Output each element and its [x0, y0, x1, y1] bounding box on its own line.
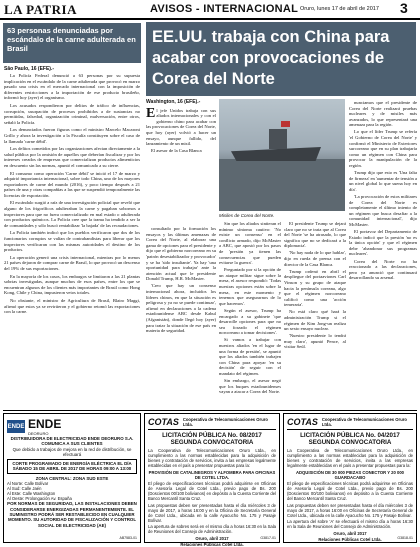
- tender-object: PROVISIÓN DE CATALINEGROS Y ALFOMBRA PARA OFICINAS DE COTEL LTDA.: [148, 469, 276, 480]
- photo-caption: Misiles de Corea del Norte.: [219, 213, 275, 218]
- paragraph: El escándalo surgió a raíz de una investigación policial que reveló que alguno de los frigoríficos adulteraban la carne y pagaban sobornos a inspectores para que no fuera comercializado en mal estado o adulterada con productos químicos. La Policía cree que la trama ha tendido a ser la de comunidades y sólo buscó rentabilizar 'la bajada' de las recaudaciones.: [4, 200, 140, 228]
- paragraph: 'La provocación de estos militares de Corea del Norte es completamente el último intento de un régimen que busca desafiar a la comunidad internacional', dijo McMaster.: [349, 194, 417, 227]
- section-title: AVISOS - INTERNACIONAL: [150, 3, 299, 15]
- paragraph: 'Creo que hay un consenso internacional ahora, incluidos los líderes chinos, en que la situación es peligrosa y ya no se puede continuar', afirmó en declaraciones a la cadena estadounidense ABC desde Kabul (Afganistán), donde llegó hoy (ayer) para tratar la situación de ese país en materia de seguridad.: [146, 283, 216, 334]
- paragraph: El pliego de especificaciones técnicas podrá adquirirse en Oficinas de Asesoría Legal de Cotel Ltda., previo pago de Bs. 200 (Doscientos 00/100 bolivianos) en depósito a la Cuenta Corriente del Banco Mercantil Santa Cruz.: [148, 481, 276, 501]
- list-item: Al Este: Calle Washington: [7, 491, 56, 497]
- main-story-column-2: [219, 221, 281, 408]
- coop-header: [287, 417, 413, 430]
- page-header: [0, 0, 420, 20]
- paragraph: La Policía Federal denunció a 63 personas por su supuesta implicación en el escándalo de la carne adulterada que provocó en marzo pasado una crisis en el mercado internacional con la imposición de diferentes restricciones a la importación de ese producto brasileño, informó hoy (ayer) el organismo.: [4, 73, 140, 101]
- tender-body: [148, 448, 276, 547]
- ship-hull: [231, 147, 321, 161]
- ad-code: G3818-01: [397, 536, 413, 540]
- ende-logo: [7, 417, 137, 436]
- paragraph: El asesor de la Casa Blanca: [151, 148, 202, 154]
- coop-logo: COTAS: [287, 417, 318, 427]
- ende-notice-title: COMUNICA A SUS CLIENTES: [41, 441, 103, 447]
- section-divider: [3, 410, 417, 411]
- paragraph: El presidente Trump se dejará claro que no se trata que al Corea del Norte 'se ha atrasado, lo que significa que no se dedicará a la diplomacia'.: [284, 221, 346, 249]
- paragraph: Lo que el líder Trump se refería 'el Gobierno de Corea del Norte' y confirmó el Ministerio de Exteriores surcoreano que en su plan trabajaría como un régimen con China para provocar la manipulación de la región.: [349, 129, 417, 169]
- ad-code: AB7583-01: [119, 536, 137, 540]
- ende-company: DISTRIBUIDORA DE ELECTRICIDAD ENDE DEORURO S.A.: [10, 436, 134, 441]
- tender-signer: Relaciones Públicas Cotel Ltda.: [318, 537, 382, 542]
- page-dateline: Oruro, lunes 17 de abril de 2017: [300, 6, 379, 12]
- tender-title: LICITACIÓN PÚBLICA No. 04/2017 SEGUNDA CONVOCATORIA: [300, 432, 400, 446]
- paragraph: Los delitos cometidos por las organizaciones afectan directamente a la salud pública por la omisión de aquellos que deberían fiscalizar y por los intereses creados de empresas que comercializan productos alimenticios en descuento sin las normas, apuntó el comunicado a su cierre.: [4, 146, 140, 168]
- main-story-column-1-continued: [146, 226, 216, 408]
- main-story-headline: EE.UU. trabaja con China para acabar con provocaciones de Corea del Norte: [146, 22, 416, 96]
- paragraph: consultado por la formación los ensayos y las últimas amenazas de Corea del Norte, al elaborar una gama de opciones para el presidente y dijo que el gobierno norcoreano en su 'patrón desestabilizador y provocador' y se ha 'sido insultante'. Ya hay 'una oportunidad para trabajar' ante la atención actual que le presidente Donald Trump, H.R. McMaster.: [146, 226, 216, 282]
- main-story-column-4: [349, 100, 417, 408]
- ende-notice-ad: [3, 413, 141, 543]
- tender-title: LICITACIÓN PÚBLICA No. 08/2017 SEGUNDA CONVOCATORIA: [162, 432, 262, 446]
- paragraph: Sin que los aliados sintieran el mínimo síntoma cautivo: 'No existe un consenso' en el conflicto armado, dijo McMaster a ABC, que apostó por los pasos de 'presión ya tienen las consecuencias que pueden evitarse la guerra'.: [219, 221, 281, 266]
- paragraph: Corea del Norte no ha reaccionado a las declaraciones, pero ya anunció que continuará desarrollando su arsenal.: [349, 258, 417, 281]
- coop-name: Cooperativa de Telecomunicaciones Oruro Ltda.: [182, 417, 268, 427]
- paragraph: Si vamos a trabajar con nuestros aliados 'en el lugar de una forma de presión', se apuntó que los aliados también trabajen con China para apoyar 'en su decisión' de seguir con el mandato del régimen.: [219, 337, 281, 376]
- main-story-dateline: Washington, 16 (EFE).-: [146, 99, 201, 105]
- paragraph: El pliego de especificaciones técnicas podrá adquirirse en Oficinas de Asesoría Legal de Cotel Ltda., previo pago de Bs. 200 (Doscientos 00/100 bolivianos) en depósito a la Cuenta Corriente del Banco Mercantil Santa Cruz.: [287, 481, 413, 501]
- paragraph: Las propuestas deben ser presentadas hasta el día miércoles 3 de mayo de 2017, a horas 16:00 en Oficinas de Secretaría General de Cotel Ltda., ubicada en la calle Ayacucho No. 175 y Pasaje Bolívar.: [287, 502, 413, 518]
- paragraph: Sin embargo, el asesor negó que los buques estadounidenses vayan a atacar a Corea del Norte.: [219, 378, 281, 395]
- warship-photo: [219, 99, 345, 211]
- paragraph: Las propuestas deben ser presentadas hasta el día miércoles 3 de mayo de 2017, a horas 16:00 y en la Oficina de Secretaría General de Cotel Ltda., ubicada en la calle Ayacucho No. 175 y Pasaje Bolívar.: [148, 502, 276, 523]
- main-story-column-3: [284, 221, 346, 408]
- paragraph: Trump dijo que esto es 'Una falta de firmeza' en 'aumentar de tensión a un nivel global lo que suena hoy en día'.: [349, 170, 417, 192]
- paragraph: Los denunciados fueron figuras como el ministro Marcelo Macaroni Grillo y ahora la investigación a la Fiscalía constituyen sobre el caso de la llamada 'carne débil'.: [4, 127, 140, 144]
- list-item: Al Norte: Calle Bolívar: [7, 481, 49, 487]
- paragraph: La Cooperativa de Telecomunicaciones Oruro Ltda., en cumplimiento a las normas establecidas para la adquisición de bienes y contratación de servicios, invita a las empresas legalmente establecidas en el país a presentar propuestas para la:: [287, 448, 413, 468]
- coop-header: [148, 417, 276, 430]
- drop-cap: E: [146, 105, 156, 121]
- ende-footer: POR NORMAS DE SEGURIDAD, LAS INSTALACIONES DEBEN CONSIDERARSE ENERGIZADAS PERMANENTEMENTE. EL SUMINISTRO PODRÁ SER RESTABLECIDO EN CUALQUIER MOMENTO. SU AUTORIDAD DE FISCALIZACIÓN Y CONTROL SOCIAL DE ELECTRICIDAD (AE): [7, 501, 137, 528]
- ende-zone: ZONA CENTRAL: ZONA SUD ESTE: [35, 475, 109, 481]
- tender-signoff: Oruro, abril 2017: [333, 530, 367, 536]
- paragraph: Los acusados respondieron por delitos de tráfico de influencias, corrupción, usurpación de procesos prohibidos a de sustancias no permitidas, falsedad, organización criminal, malversación, entre otros, señaló la Policía.: [4, 102, 140, 125]
- main-story-column-1: [146, 100, 216, 226]
- tender-object: ADQUISICIÓN DE 30 000 PIEZAS CONECTOR Y 20 000 GUARDACABO: [296, 469, 404, 480]
- newspaper-logo: LA PATRIA: [4, 2, 77, 17]
- paragraph: No está claro qué hará la administración Trump si el régimen de Kim Jong-un realiza un sexto ensayo nuclear.: [284, 309, 346, 332]
- flag: [281, 121, 290, 127]
- list-item: Al Sud: Calle Jaén: [7, 486, 42, 492]
- ende-outage-box: CORTE PROGRAMADO DE ENERGÍA ELÉCTRICA EL DÍA SÁBADO 15 DE ABRIL DE 2017 DE HORAS 09:00 A 13:00: [7, 459, 137, 474]
- paragraph: Según el asesor, Trump ha encargado a su gabinete 'que desarrolle opciones para que no sea forzado el régimen norcoreano a tomar decisiones'.: [219, 307, 281, 336]
- ende-subtitle: DEORURO: [28, 431, 49, 436]
- coop-name: Cooperativa de Telecomunicaciones Oruro Ltda.: [321, 417, 407, 427]
- paragraph: La apertura del sobre 'A' se efectuará el mismo día a horas 16:30 en la Sala de Reuniones del Consejo de Administración.: [287, 519, 413, 529]
- paragraph: 'Nuestro presidente lo tendrá muy claro', apuntó Pence, al visitar Seúl.: [284, 333, 346, 350]
- paragraph: En la mayoría de los casos, los embargos se limitaron a las 21 plantas sobrias investigadas, aunque muchos de esos países, entre los que se encuentran algunos de los clientes más importantes de Brasil como Hong Kong, Chile y China, impusieron vetos totales.: [4, 273, 140, 296]
- paragraph: La Policía también indicó que los pueblos verificaron que dos de los funcionarios corruptos se valían de contrabandistas para liberar que los inspectores verificaran con las mismas autoridades el destino de los productos.: [4, 230, 140, 253]
- left-story-headline: 63 personas denunciadas por escándalo de la carne adulterada en Brasil: [3, 23, 141, 63]
- tender-notice-08-ad: [144, 413, 280, 547]
- paragraph: La Cooperativa de Telecomunicaciones Oruro Ltda., en cumplimiento a las normas establecidas para la adquisición de bienes y contratación de servicios, invita a las empresas legalmente establecidas en el país a presentar propuestas para la:: [148, 448, 276, 468]
- tender-notice-04-ad: [283, 413, 417, 543]
- tender-signoff: Oruro, abril 2017: [195, 535, 229, 541]
- paragraph: nunciamos que el presidente de Corea del Norte realizará pruebas nucleares y de misiles más avanzados, lo que representará una amenaza para la región.: [349, 100, 417, 128]
- tender-body: [287, 448, 413, 542]
- ende-logo-mark: ENDE: [7, 420, 25, 433]
- paragraph: l jefe Unidos trabaja con sus aliados internacionales y con el gobierno chino para acabar con las provocaciones de Corea del Norte, que hoy (ayer) volvió a hacer un ensayo, aunque fallido, del lanzamiento de un misil.: [146, 107, 216, 147]
- ship-tower: [269, 129, 287, 149]
- coop-logo: COTAS: [148, 417, 179, 427]
- ende-name: ENDE: [28, 417, 62, 431]
- paragraph: Preguntado por si la opción de un ataque militar sigue sobre la mesa, el asesor respondió: 'Todas nuestras opciones están sobre la mesa, en este momento y tenemos que asegurarnos de lo que hacemos'.: [219, 267, 281, 306]
- tender-signer: Relaciones Públicas Cotel Ltda.: [180, 542, 244, 547]
- left-story-body: [4, 73, 140, 408]
- paragraph: El portavoz del Departamento de Estado indicó que la presión 'no es la única opción' y que el régimen debe 'abandonar sus programas nucleares'.: [349, 229, 417, 257]
- paragraph: Trump ordenó en abril el despliegue del portaaviones Carl Vinson y su grupo de ataque hacia la península coreana, algo que el régimen norcoreano calificó como una 'acción temeraria'.: [284, 268, 346, 308]
- left-story-dateline: São Paulo, 16 (EFE).-: [4, 66, 55, 72]
- sea-surface: [219, 159, 345, 211]
- ende-intro: Que debido a trabajos de mejora en la red de distribución, se efectuará: [12, 446, 132, 457]
- paragraph: La apertura de sobres será en el mismo día a horas 16:30 en la Sala de Reuniones del Consejo de Administración.: [148, 524, 276, 534]
- ad-code: G3817-01: [260, 536, 276, 540]
- paragraph: 'No hay nada de lo que hablar', dijo en rueda de prensa con el director de la Casa Blanca.: [284, 250, 346, 267]
- paragraph: El consumo como operación 'Carne débil' se inició el 17 de marzo y adquirió importancia internacional, sobre todo China, uno de los mayores exportadores de carne del mundo (2016), y poco tiempo después a 21 países de una y otras compañías a las que se suspendió temporalmente las licencias de exportación.: [4, 170, 140, 198]
- list-item: Al Oeste: Prolongación Av. España: [7, 496, 72, 502]
- paragraph: No obstante, el ministro de Agricultura de Brasil, Blairo Maggi, afirmó que estos ya se revirtieron y el gobierno retomó las exportaciones con la carne.: [4, 297, 140, 315]
- page-number: 3: [400, 0, 408, 16]
- ende-area-list: [7, 481, 137, 501]
- paragraph: La operación generó una crisis internacional, mientras por lo menos 21 países dejaron de comprar carne de Brasil, lo que provocó un descenso del 19% de sus exportaciones.: [4, 254, 140, 271]
